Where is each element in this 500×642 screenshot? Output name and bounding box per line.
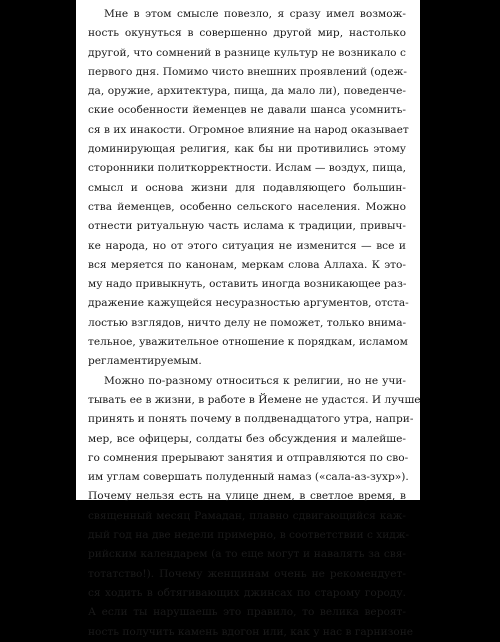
- text-line: сторонники политкорректности. Ислам — воздух, пища,: [88, 162, 407, 175]
- text-line: ке народа, но от этого ситуация не изменится — все и: [88, 239, 406, 252]
- text-line: да, оружие, архитектура, пища, да мало ли), поведенче-: [88, 85, 406, 98]
- text-line: вся меряется по канонам, меркам слова Аллаха. К это-: [88, 258, 406, 271]
- text-line: принять и понять почему в полдвенадцатого утра, напри-: [88, 413, 414, 426]
- text-line: дражение кажущейся несуразностью аргументов, отста-: [88, 297, 409, 310]
- text-line: регламентируемым.: [88, 355, 202, 368]
- text-line: лостью взглядов, ничто делу не поможет, только внима-: [88, 316, 407, 329]
- text-line: ские особенности йеменцев не давали шанса усомнить-: [88, 104, 406, 117]
- text-line: ся ходить в обтягивающих джинсах по старому городу.: [88, 586, 406, 599]
- text-line: го сомнения прерывают занятия и отправляются по сво-: [88, 451, 409, 464]
- text-line: смысл и основа жизни для подавляющего большин-: [88, 181, 406, 194]
- text-line: отнести ритуальную часть ислама к традиции, привыч-: [88, 220, 406, 233]
- page-text: [88, 5, 421, 642]
- text-line: доминирующая религия, как бы ни противились этому: [88, 143, 406, 156]
- text-line: ства йеменцев, особенно сельского населения. Можно: [88, 200, 406, 213]
- book-page: [76, 0, 421, 638]
- text-line: тельное, уважительное отношение к порядкам, исламом: [88, 336, 408, 349]
- text-line: Мне в этом смысле повезло, я сразу имел возмож-: [104, 8, 406, 20]
- text-line: ся в их инакости. Огромное влияние на народ оказывает: [88, 123, 409, 136]
- text-line: другой, что сомнений в разнице культур не возникало с: [88, 46, 406, 59]
- paragraph-2: [88, 372, 421, 642]
- text-line: первого дня. Помимо чисто внешних проявлений (одеж-: [88, 65, 407, 78]
- text-line: А если ты нарушаешь это правило, то велика вероят-: [88, 606, 406, 619]
- text-line: ность окунуться в совершенно другой мир, настолько: [88, 27, 406, 40]
- text-line: им углам совершать полуденный намаз («сала-аз-зухр»).: [88, 471, 409, 484]
- text-line: ность получить камень вдогон или, как у нас в гарнизоне: [88, 625, 414, 638]
- text-line: мер, все офицеры, солдаты без обсуждения и малейше-: [88, 432, 406, 445]
- text-line: тывать ее в жизни, в работе в Йемене не удастся. И лучше: [88, 393, 421, 406]
- text-line: тотатство!). Почему женщинам очень не рекомендует-: [88, 567, 406, 580]
- text-line: Можно по-разному относиться к религии, но не учи-: [104, 374, 406, 387]
- text-line: Почему нельзя есть на улице днем, в светлое время, в: [88, 490, 406, 503]
- text-line: священный месяц Рамадан, плавно сдвигающийся каж-: [88, 509, 406, 522]
- text-line: дый год на две недели примерно, в соответствии с хидж-: [88, 529, 410, 542]
- paragraph-1: [88, 5, 409, 372]
- text-line: му надо привыкнуть, оставить иногда возникающее раз-: [88, 278, 407, 291]
- text-line: рийским календарем (а то еще могут и навалять за свя-: [88, 548, 406, 561]
